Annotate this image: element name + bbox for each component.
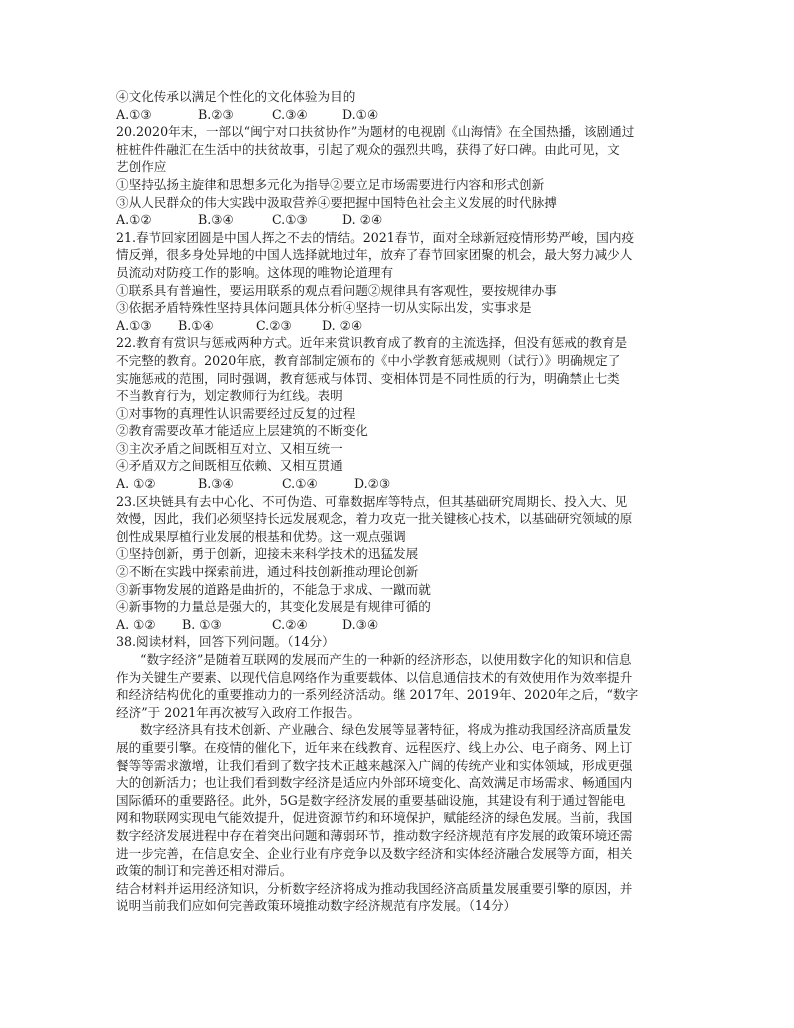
answer-option: B.③④ bbox=[198, 212, 234, 228]
answer-option: A.①③ bbox=[116, 106, 152, 122]
answer-option: B.②③ bbox=[198, 106, 234, 122]
text-line: 国际循环的重要路径。此外，5G是数字经济发展的重要基础设施，其建设有利于通过智能电 bbox=[116, 792, 626, 808]
text-line: 创性成果厚植行业发展的根基和优势。这一观点强调 bbox=[116, 528, 406, 544]
answer-option: A. ①② bbox=[116, 476, 156, 492]
text-line: ④矛盾双方之间既相互依赖、又相互贯通 bbox=[116, 458, 343, 474]
text-line: 38.阅读材料，回答下列问题。（14分） bbox=[116, 634, 335, 650]
answer-options bbox=[116, 317, 678, 335]
answer-option: B. ①③ bbox=[182, 616, 222, 632]
answer-option: C.①④ bbox=[282, 476, 318, 492]
text-line: 实施惩戒的范围，同时强调，教育惩戒与体罚、变相体罚是不同性质的行为，明确禁止七类 bbox=[116, 370, 620, 386]
text-line: “数字经济”是随着互联网的发展而产生的一种新的经济形态，以使用数字化的知识和信息 bbox=[140, 652, 632, 667]
document-page bbox=[116, 88, 678, 915]
text-line: ②教育需要改革才能适应上层建筑的不断变化 bbox=[116, 423, 368, 439]
answer-options bbox=[116, 106, 678, 124]
answer-options bbox=[116, 475, 678, 493]
text-line: 政策的制订和完善还相对滞后。 bbox=[116, 863, 293, 879]
text-line: 员流动对防疫工作的影响。这体现的唯物论道理有 bbox=[116, 264, 394, 280]
text-line: 22.教育有赏识与惩戒两种方式。近年来赏识教育成了教育的主流选择，但没有惩戒的教育是 bbox=[116, 335, 628, 351]
answer-option: C.②③ bbox=[256, 317, 292, 333]
answer-option: A. ①② bbox=[116, 616, 156, 632]
answer-options bbox=[116, 211, 678, 229]
answer-option: D.①④ bbox=[342, 106, 379, 122]
text-line: 23.区块链具有去中心化、不可伪造、可靠数据库等特点，但其基础研究周期长、投入大、见 bbox=[116, 493, 628, 509]
answer-option: B.①④ bbox=[178, 317, 214, 333]
text-line: 数字经济发展进程中存在着突出问题和薄弱环节，推动数字经济规范有序发展的政策环境还需 bbox=[116, 827, 633, 843]
answer-option: C.②④ bbox=[272, 616, 308, 632]
text-line: 展的重要引擎。在疫情的催化下，近年来在线教育、远程医疗、线上办公、电子商务、网上订 bbox=[116, 739, 633, 755]
text-line: 不完整的教育。2020年底，教育部制定颁布的《中小学教育惩戒规则（试行）》明确规定了 bbox=[116, 352, 621, 368]
text-line: 情反弹，很多身处异地的中国人选择就地过年，放弃了春节回家团聚的机会，最大努力减少人 bbox=[116, 247, 633, 263]
text-line: ③从人民群众的伟大实践中汲取营养④要把握中国特色社会主义发展的时代脉搏 bbox=[116, 194, 557, 210]
text-line: 不当教育行为，划定教师行为红线。表明 bbox=[116, 388, 343, 404]
text-line: 21.春节回家团圆是中国人挥之不去的情结。2021春节，面对全球新冠疫情形势严峻，国内疫 bbox=[116, 229, 635, 245]
text-line: 结合材料并运用经济知识，分析数字经济将成为推动我国经济高质量发展重要引擎的原因，并 bbox=[116, 880, 633, 896]
text-line: ③新事物发展的道路是曲折的，不能急于求成、一蹴而就 bbox=[116, 581, 431, 597]
text-line: 和经济结构优化的重要推动力的一系列经济活动。继 2017年、2019年、2020年之后，“数字 bbox=[116, 687, 639, 703]
answer-options bbox=[116, 616, 678, 634]
text-line: ③主次矛盾之间既相互对立、又相互统一 bbox=[116, 440, 343, 456]
text-line: 效慢，因此，我们必须坚持长远发展观念，着力攻克一批关键核心技术，以基础研究领域的原 bbox=[116, 511, 633, 527]
text-line: ①对事物的真理性认识需要经过反复的过程 bbox=[116, 405, 356, 421]
text-line: 餐等等需求激增，让我们看到了数字技术正越来越深入广阔的传统产业和实体领域，形成更强 bbox=[116, 757, 633, 773]
text-line: 说明当前我们应如何完善政策环境推动数字经济规范有序发展。（14分） bbox=[116, 898, 517, 914]
text-line: ①坚持弘扬主旋律和思想多元化为指导②要立足市场需要进行内容和形式创新 bbox=[116, 176, 545, 192]
text-line: 经济”于 2021年再次被写入政府工作报告。 bbox=[116, 704, 360, 720]
answer-option: C.③④ bbox=[272, 106, 308, 122]
answer-option: B.③④ bbox=[198, 476, 234, 492]
answer-option: D. ②④ bbox=[322, 317, 363, 333]
text-line: ①坚持创新，勇于创新，迎接未来科学技术的迅猛发展 bbox=[116, 546, 419, 562]
text-line: ③依据矛盾特殊性坚持具体问题具体分析④坚持一切从实际出发，实事求是 bbox=[116, 300, 532, 316]
answer-option: A.①② bbox=[116, 212, 152, 228]
text-line: 桩桩件件融汇在生活中的扶贫故事，引起了观众的强烈共鸣，获得了好口碑。由此可见，文 bbox=[116, 141, 620, 157]
answer-option: D.③④ bbox=[342, 616, 379, 632]
text-line: 数字经济具有技术创新、产业融合、绿色发展等显著特征，将成为推动我国经济高质量发 bbox=[140, 722, 632, 738]
text-line: 艺创作应 bbox=[116, 159, 167, 175]
text-line: 20.2020年末，一部以“闽宁对口扶贫协作”为题材的电视剧《山海情》在全国热播，该剧通过 bbox=[116, 124, 635, 140]
answer-option: D.②③ bbox=[354, 476, 391, 492]
text-line: 进一步完善，在信息安全、企业行业有序竞争以及数字经济和实体经济融合发展等方面，相关 bbox=[116, 845, 633, 861]
text-line: 作为关键生产要素、以现代信息网络作为重要载体、以信息通信技术的有效使用作为效率提升 bbox=[116, 669, 633, 685]
answer-option: A.①③ bbox=[116, 317, 152, 333]
text-line: ④新事物的力量总是强大的，其变化发展是有规律可循的 bbox=[116, 599, 431, 615]
text-line: ①联系具有普遍性，要运用联系的观点看问题②规律具有客观性，要按规律办事 bbox=[116, 282, 557, 298]
answer-option: C.①③ bbox=[272, 212, 308, 228]
answer-option: D. ②④ bbox=[342, 212, 383, 228]
text-line: ④文化传承以满足个性化的文化体验为目的 bbox=[116, 89, 356, 104]
text-line: 大的创新活力；也让我们看到数字经济是适应内外部环境变化、高效满足市场需求、畅通国内 bbox=[116, 775, 633, 791]
text-line: 网和物联网实现电气能效提升，促进资源节约和环境保护，赋能经济的绿色发展。当前，我国 bbox=[116, 810, 633, 826]
text-line: ②不断在实践中探索前进，通过科技创新推动理论创新 bbox=[116, 564, 419, 580]
